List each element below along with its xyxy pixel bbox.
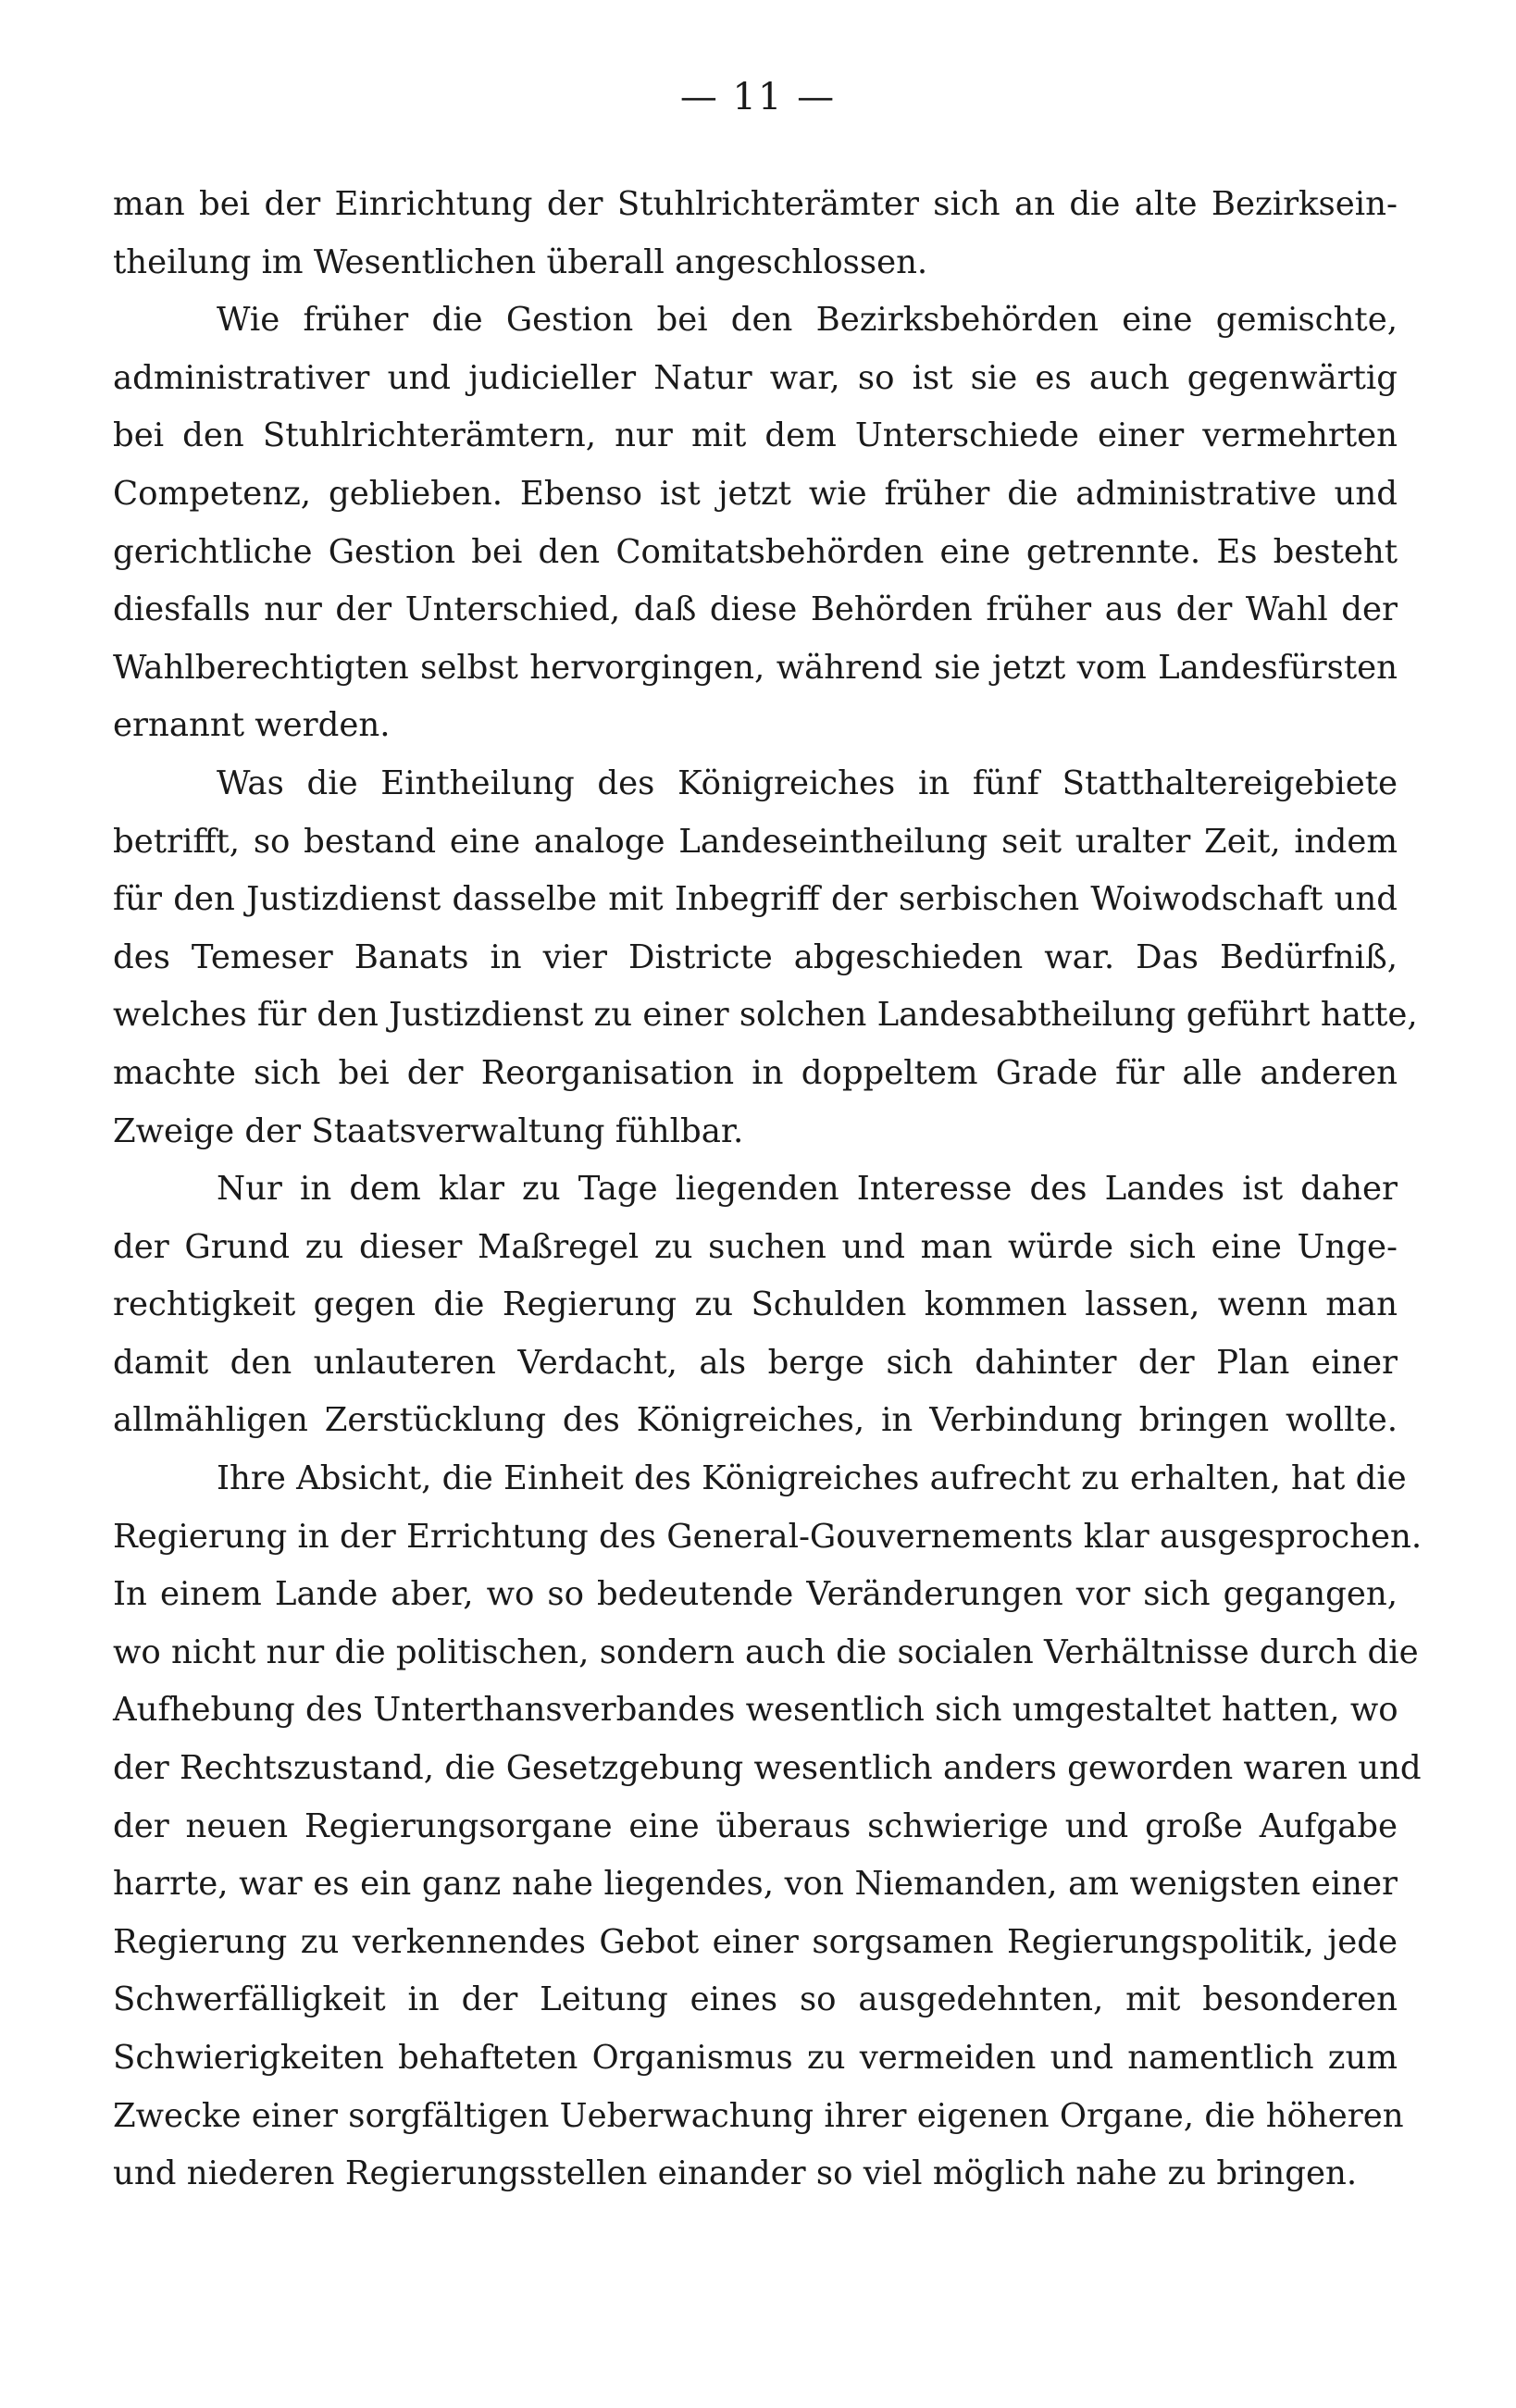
- text-line: allmähligen Zerstücklung des Königreiches, in Verbindung bringen wollte.: [113, 1401, 1398, 1440]
- text-line: Nur in dem klar zu Tage liegenden Interesse des Landes ist daher: [217, 1170, 1398, 1209]
- text-line: Regierung zu verkennendes Gebot einer sorgsamen Regierungspolitik, jede: [113, 1922, 1398, 1961]
- page-number: — 11 —: [679, 76, 837, 118]
- text-line: man bei der Einrichtung der Stuhlrichterämter sich an die alte Bezirksein-: [113, 185, 1398, 223]
- text-line: Competenz, geblieben. Ebenso ist jetzt wie früher die administrative und: [113, 474, 1398, 513]
- text-line: damit den unlauteren Verdacht, als berge sich dahinter der Plan einer: [113, 1343, 1398, 1382]
- text-line: bei den Stuhlrichterämtern, nur mit dem Unterschiede einer vermehrten: [113, 416, 1398, 455]
- text-line: machte sich bei der Reorganisation in doppeltem Grade für alle anderen: [113, 1053, 1398, 1092]
- text-line: betrifft, so bestand eine analoge Landeseintheilung seit uralter Zeit, indem: [113, 822, 1398, 861]
- text-line: Aufhebung des Unterthansverbandes wesentlich sich umgestaltet hatten, wo: [113, 1691, 1398, 1730]
- text-line: der neuen Regierungsorgane eine überaus schwierige und große Aufgabe: [113, 1806, 1398, 1845]
- text-line: der Rechtszustand, die Gesetzgebung wesentlich anders geworden waren und: [113, 1749, 1422, 1788]
- text-line: Wahlberechtigten selbst hervorgingen, während sie jetzt vom Landesfürsten: [113, 648, 1398, 687]
- text-line: Schwierigkeiten behafteten Organismus zu vermeiden und namentlich zum: [113, 2039, 1398, 2077]
- text-line: diesfalls nur der Unterschied, daß diese Behörden früher aus der Wahl der: [113, 590, 1398, 629]
- body-text: [113, 176, 1423, 2203]
- text-line: Was die Eintheilung des Königreiches in fünf Statthaltereigebiete: [217, 763, 1398, 802]
- text-line: Zwecke einer sorgfältigen Ueberwachung ihrer eigenen Organe, die höheren: [113, 2096, 1404, 2135]
- text-line: administrativer und judicieller Natur war, so ist sie es auch gegenwärtig: [113, 358, 1398, 397]
- text-line: welches für den Justizdienst zu einer solchen Landesabtheilung geführt hatte,: [113, 996, 1418, 1035]
- text-line: Regierung in der Errichtung des General-Gouvernements klar ausgesprochen.: [113, 1517, 1423, 1556]
- text-line: Zweige der Staatsverwaltung fühlbar.: [113, 1111, 744, 1150]
- text-line: Wie früher die Gestion bei den Bezirksbehörden eine gemischte,: [217, 301, 1398, 340]
- text-line: harrte, war es ein ganz nahe liegendes, von Niemanden, am wenigsten einer: [113, 1865, 1398, 1904]
- text-line: theilung im Wesentlichen überall angeschlossen.: [113, 242, 928, 281]
- text-line: wo nicht nur die politischen, sondern auch die socialen Verhältnisse durch die: [113, 1632, 1419, 1671]
- text-line: gerichtliche Gestion bei den Comitatsbehörden eine getrennte. Es besteht: [113, 532, 1398, 571]
- text-line: des Temeser Banats in vier Districte abgeschieden war. Das Bedürfniß,: [113, 937, 1398, 976]
- text-line: für den Justizdienst dasselbe mit Inbegriff der serbischen Woiwodschaft und: [113, 880, 1398, 919]
- text-line: ernannt werden.: [113, 706, 391, 745]
- text-line: In einem Lande aber, wo so bedeutende Veränderungen vor sich gegangen,: [113, 1575, 1398, 1614]
- text-line: rechtigkeit gegen die Regierung zu Schulden kommen lassen, wenn man: [113, 1285, 1398, 1324]
- text-line: Schwerfälligkeit in der Leitung eines so ausgedehnten, mit besonderen: [113, 1980, 1398, 2019]
- text-line: der Grund zu dieser Maßregel zu suchen und man würde sich eine Unge-: [113, 1227, 1398, 1266]
- text-line: Ihre Absicht, die Einheit des Königreiches aufrecht zu erhalten, hat die: [217, 1459, 1407, 1498]
- text-line: und niederen Regierungsstellen einander so viel möglich nahe zu bringen.: [113, 2154, 1358, 2193]
